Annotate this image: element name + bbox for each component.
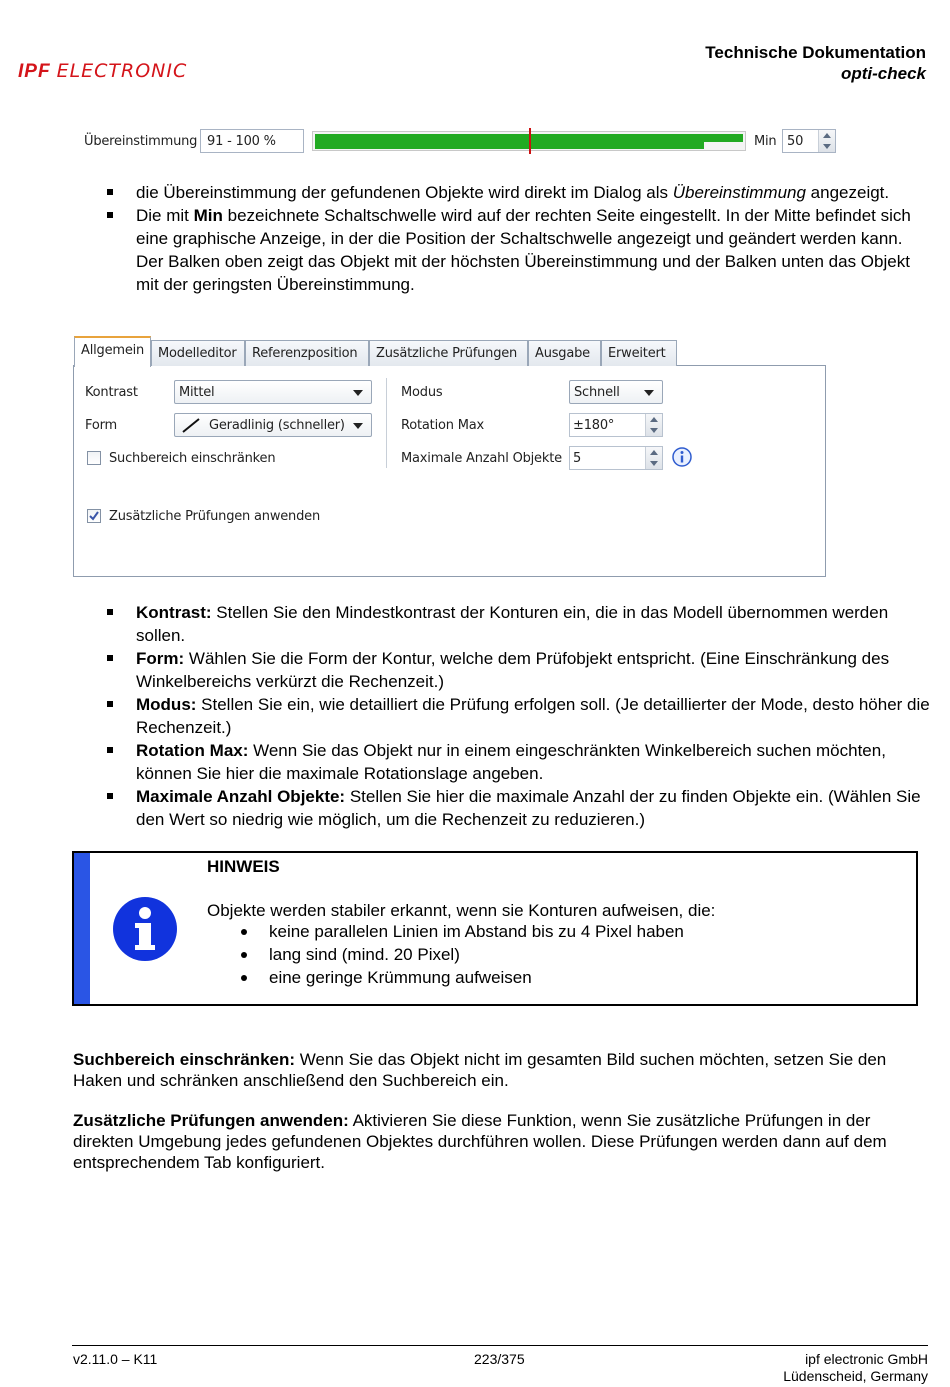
hinweis-title: HINWEIS bbox=[207, 857, 280, 876]
form-value: Geradlinig (schneller) bbox=[209, 418, 345, 433]
rotation-value: ±180° bbox=[573, 418, 615, 433]
modus-value: Schnell bbox=[574, 385, 620, 400]
list-item: Kontrast: Stellen Sie den Mindestkontrast der Konturen ein, die in das Modell übernommen werden sollen. bbox=[73, 601, 933, 647]
suchbereich-checkbox[interactable] bbox=[87, 451, 101, 465]
tab-ausgabe[interactable]: Ausgabe bbox=[528, 340, 601, 366]
tab-zusaetzliche-pruefungen[interactable]: Zusätzliche Prüfungen bbox=[369, 340, 528, 366]
footer-divider bbox=[72, 1345, 928, 1346]
modus-select[interactable] bbox=[569, 380, 663, 404]
list-item: Modus: Stellen Sie ein, wie detailliert die Prüfung erfolgen soll. (Je detaillierter der Mode, desto höher die Rechenzeit.) bbox=[73, 693, 933, 739]
match-label: Übereinstimmung bbox=[84, 134, 198, 149]
chevron-down-icon bbox=[353, 390, 363, 396]
match-range-field bbox=[200, 129, 304, 153]
threshold-marker[interactable] bbox=[529, 128, 531, 154]
logo-electronic: ELECTRONIC bbox=[56, 60, 188, 82]
footer-company: ipf electronic GmbH bbox=[805, 1351, 928, 1367]
spinner-arrows-icon[interactable] bbox=[645, 447, 662, 469]
chevron-down-icon bbox=[644, 390, 654, 396]
spinner-arrows-icon[interactable] bbox=[818, 130, 835, 152]
modus-label: Modus bbox=[401, 385, 443, 400]
footer-location: Lüdenscheid, Germany bbox=[783, 1368, 928, 1384]
footer-version: v2.11.0 – K11 bbox=[73, 1351, 158, 1367]
checkmark-icon bbox=[88, 510, 100, 522]
kontrast-select[interactable] bbox=[174, 380, 372, 404]
zusatz-checkbox[interactable] bbox=[87, 509, 101, 523]
doc-subtitle: opti-check bbox=[840, 64, 926, 83]
tab-referenzposition[interactable]: Referenzposition bbox=[245, 340, 369, 366]
info-icon[interactable] bbox=[672, 447, 692, 467]
section-suchbereich: Suchbereich einschränken: Wenn Sie das Objekt nicht im gesamten Bild suchen möchten, setzen Sie den Haken und schränken anschließend den Suchbereich ein. bbox=[73, 1050, 887, 1090]
company-logo bbox=[18, 60, 187, 83]
chevron-down-icon bbox=[353, 423, 363, 429]
list-item: die Übereinstimmung der gefundenen Objekte wird direkt im Dialog als Übereinstimmung angezeigt. bbox=[73, 181, 933, 204]
info-icon bbox=[111, 895, 179, 963]
min-spinner[interactable] bbox=[782, 129, 836, 153]
hinweis-band bbox=[74, 853, 90, 1004]
form-select[interactable] bbox=[174, 413, 372, 437]
match-bar[interactable] bbox=[312, 131, 746, 151]
tab-allgemein[interactable]: Allgemein bbox=[74, 336, 151, 367]
rotation-label: Rotation Max bbox=[401, 418, 484, 433]
max-objekte-value: 5 bbox=[573, 451, 582, 466]
logo-ipf: IPF bbox=[18, 61, 51, 82]
kontrast-label: Kontrast bbox=[85, 385, 138, 400]
min-label: Min bbox=[754, 134, 777, 149]
kontrast-value: Mittel bbox=[179, 385, 215, 400]
list-item: lang sind (mind. 20 Pixel) bbox=[207, 943, 907, 966]
list-item: Maximale Anzahl Objekte: Stellen Sie hier die maximale Anzahl der zu finden Objekte ein. (Wählen Sie den Wert so niedrig wie möglich, um die Rechenzeit zu reduzieren.) bbox=[73, 785, 933, 831]
max-objekte-label: Maximale Anzahl Objekte bbox=[401, 451, 562, 466]
max-objekte-spinner[interactable] bbox=[569, 446, 663, 470]
tab-erweitert[interactable]: Erweitert bbox=[601, 340, 677, 366]
footer-page-number: 223/375 bbox=[474, 1351, 525, 1367]
hinweis-list bbox=[207, 920, 907, 989]
param-bullet-list bbox=[73, 601, 933, 831]
list-item: Form: Wählen Sie die Form der Kontur, welche dem Prüfobjekt entspricht. (Eine Einschränkung des Winkelbereichs verkürzt die Rechenzeit.) bbox=[73, 647, 933, 693]
form-label: Form bbox=[85, 418, 117, 433]
match-bar-bottom-fill bbox=[315, 142, 704, 149]
spinner-arrows-icon[interactable] bbox=[645, 414, 662, 436]
list-item: Die mit Min bezeichnete Schaltschwelle wird auf der rechten Seite eingestellt. In der Mitte befindet sich eine graphische Anzeige, in der die Position der Schaltschwelle angezeigt und geändert werden kann. Der Balken oben zeigt das Objekt mit der höchsten Übereinstimmung und der Balken unten das Objekt mit der geringsten Übereinstimmung. bbox=[73, 204, 933, 296]
match-range-value: 91 - 100 % bbox=[207, 134, 276, 149]
list-item: keine parallelen Linien im Abstand bis zu 4 Pixel haben bbox=[207, 920, 907, 943]
hinweis-box bbox=[72, 851, 918, 1006]
tab-modelleditor[interactable]: Modelleditor bbox=[151, 340, 245, 366]
min-value: 50 bbox=[787, 134, 804, 149]
list-item: eine geringe Krümmung aufweisen bbox=[207, 966, 907, 989]
suchbereich-label: Suchbereich einschränken bbox=[109, 451, 276, 466]
rotation-spinner[interactable] bbox=[569, 413, 663, 437]
hinweis-intro: Objekte werden stabiler erkannt, wenn sie Konturen aufweisen, die: bbox=[207, 901, 716, 920]
section-zusatz: Zusätzliche Prüfungen anwenden: Aktivieren Sie diese Funktion, wenn Sie zusätzliche Prüfungen in der direkten Umgebung jedes gefundenen Objektes durchführen wollen. Diese Prüfungen werden dann auf dem entsprechendem Tab konfiguriert. bbox=[73, 1111, 887, 1172]
zusatz-label: Zusätzliche Prüfungen anwenden bbox=[109, 509, 320, 524]
intro-bullet-list bbox=[73, 181, 933, 296]
group-divider bbox=[386, 378, 387, 468]
doc-title: Technische Dokumentation bbox=[705, 43, 926, 62]
list-item: Rotation Max: Wenn Sie das Objekt nur in einem eingeschränkten Winkelbereich suchen möchten, können Sie hier die maximale Rotationslage angeben. bbox=[73, 739, 933, 785]
line-shape-icon bbox=[181, 417, 201, 434]
